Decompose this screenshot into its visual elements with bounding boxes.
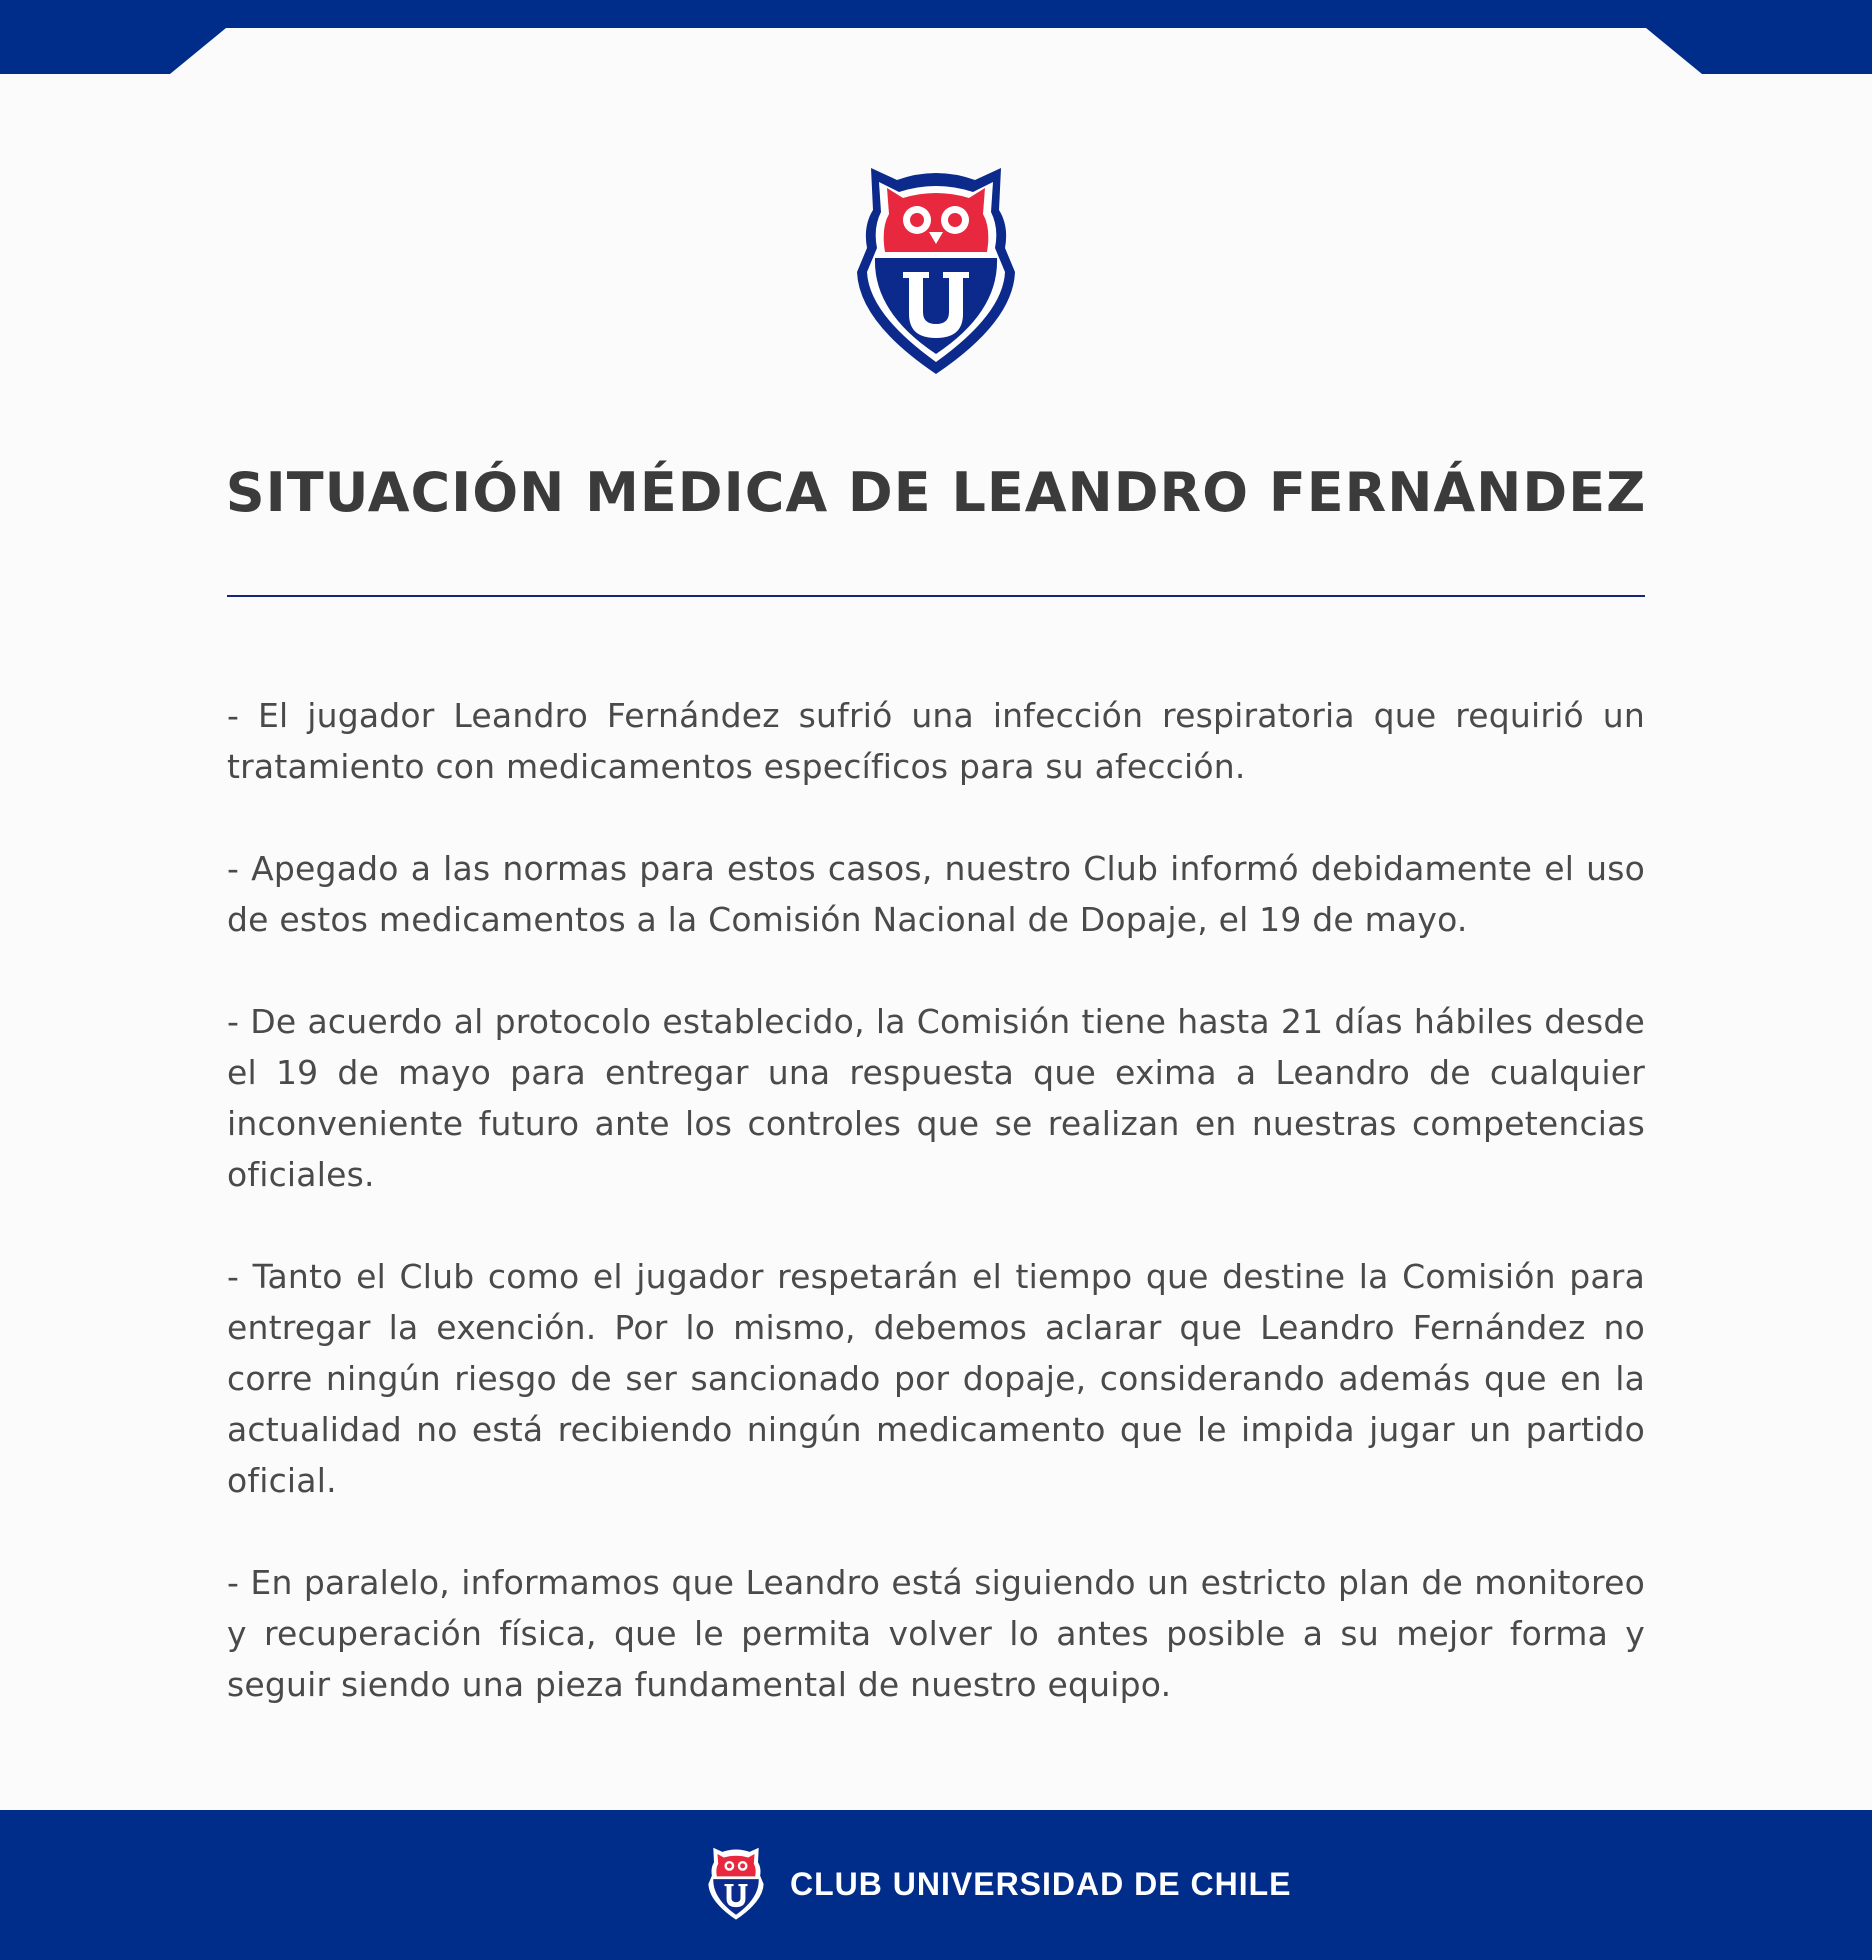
- paragraph-4: - Tanto el Club como el jugador respetarán el tiempo que destine la Comisión para entregar la exención. Por lo mismo, debemos aclarar que Leandro Fernández no corre ningún riesgo de ser sancionado por dopaje, considerando además que en la actualidad no está recibiendo ningún medicamento que le impida jugar un partido oficial.: [227, 1257, 1645, 1500]
- paragraph-2: - Apegado a las normas para estos casos, nuestro Club informó debidamente el uso de estos medicamentos a la Comisión Nacional de Dopaje, el 19 de mayo.: [227, 849, 1645, 939]
- paragraph-3: - De acuerdo al protocolo establecido, la Comisión tiene hasta 21 días hábiles desde el 19 de mayo para entregar una respuesta que exima a Leandro de cualquier inconveniente futuro ante los controles que se realizan en nuestras competencias oficiales.: [227, 1002, 1645, 1194]
- statement-body: [227, 690, 1645, 1761]
- paragraph-1: - El jugador Leandro Fernández sufrió una infección respiratoria que requirió un tratamiento con medicamentos específicos para su afección.: [227, 696, 1645, 786]
- club-crest-icon: [853, 162, 1019, 376]
- paragraph-5: - En paralelo, informamos que Leandro está siguiendo un estricto plan de monitoreo y recuperación física, que le permita volver lo antes posible a su mejor forma y seguir siendo una pieza fundamental de nuestro equipo.: [227, 1563, 1645, 1704]
- footer-crest-icon: [707, 1845, 765, 1921]
- top-decorative-band: [0, 0, 1872, 74]
- title-divider: [227, 595, 1645, 597]
- footer-club-name: CLUB UNIVERSIDAD DE CHILE: [790, 1866, 1292, 1902]
- page-title: SITUACIÓN MÉDICA DE LEANDRO FERNÁNDEZ: [225, 461, 1647, 524]
